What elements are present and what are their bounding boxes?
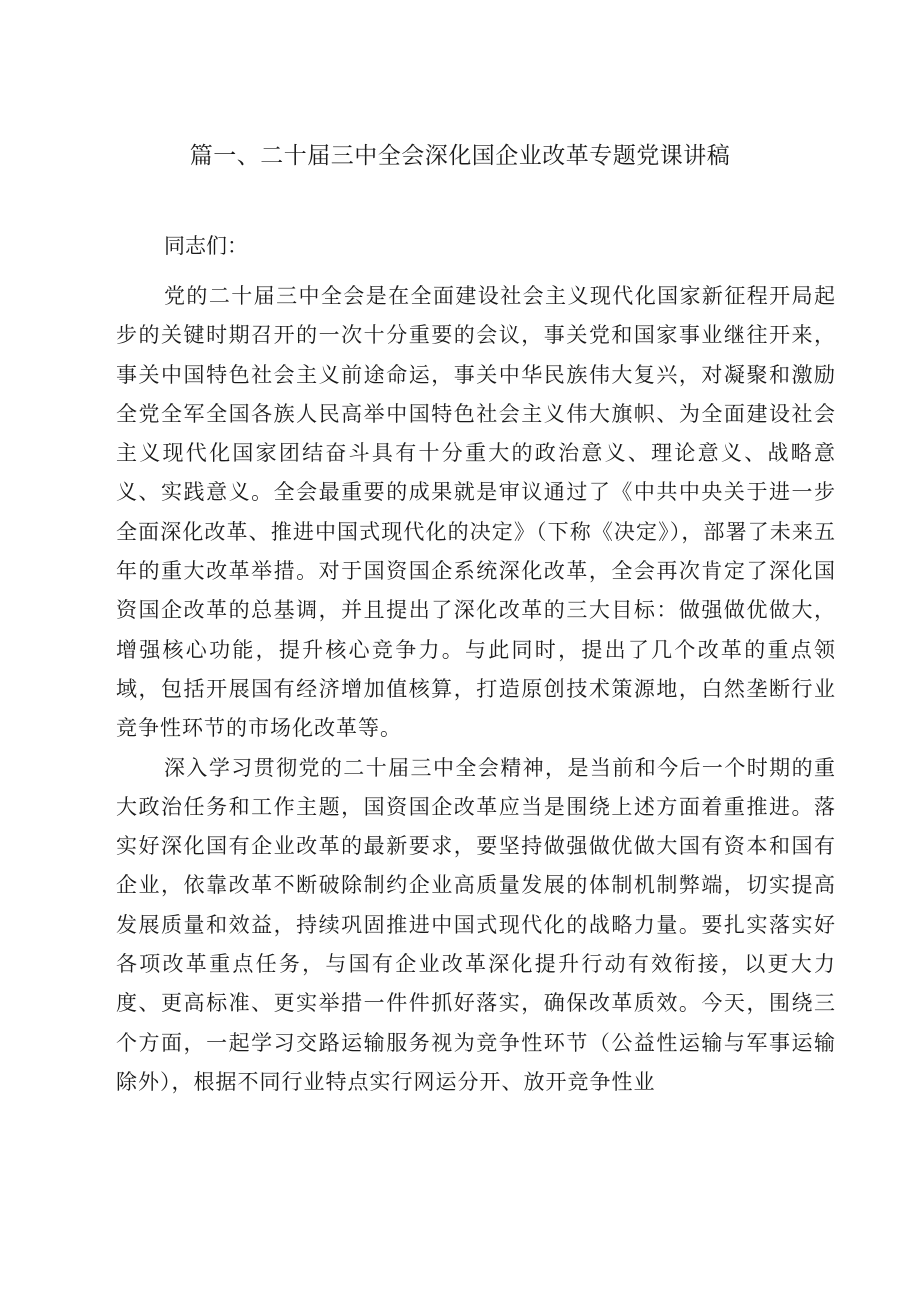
salutation: 同志们： (164, 234, 248, 258)
paragraph-2: 深入学习贯彻党的二十届三中全会精神，是当前和今后一个时期的重大政治任务和工作主题，国资国企改革应当是围绕上述方面着重推进。落实好深化国有企业改革的最新要求，要坚持做强做优做大国有资本和国有企业，依靠改革不断破除制约企业高质量发展的体制机制弊端，切实提高发展质量和效益，持续巩固推进中国式现代化的战略力量。要扎实落实好各项改革重点任务，与国有企业改革深化提升行动有效衔接，以更大力度、更高标准、更实举措一件件抓好落实，确保改革质效。今天，围绕三个方面，一起学习交路运输服务视为竞争性环节（公益性运输与军事运输除外），根据不同行业特点实行网运分开、放开竞争性业 (116, 755, 836, 1094)
paragraph-1: 党的二十届三中全会是在全面建设社会主义现代化国家新征程开局起步的关键时期召开的一次十分重要的会议，事关党和国家事业继往开来，事关中国特色社会主义前途命运，事关中华民族伟大复兴，对凝聚和激励全党全军全国各族人民高举中国特色社会主义伟大旗帜、为全面建设社会主义现代化国家团结奋斗具有十分重大的政治意义、理论意义、战略意义、实践意义。全会最重要的成果就是审议通过了《中共中央关于进一步全面深化改革、推进中国式现代化的决定》（下称《决定》），部署了未来五年的重大改革举措。对于国资国企系统深化改革，全会再次肯定了深化国资国企改革的总基调，并且提出了深化改革的三大目标：做强做优做大，增强核心功能，提升核心竞争力。与此同时，提出了几个改革的重点领域，包括开展国有经济增加值核算，打造原创技术策源地，白然垄断行业竞争性环节的市场化改革等。 (116, 284, 836, 741)
document-body (116, 226, 836, 1102)
document-title: 篇一、二十届三中全会深化国企业改革专题党课讲稿 (189, 143, 731, 169)
